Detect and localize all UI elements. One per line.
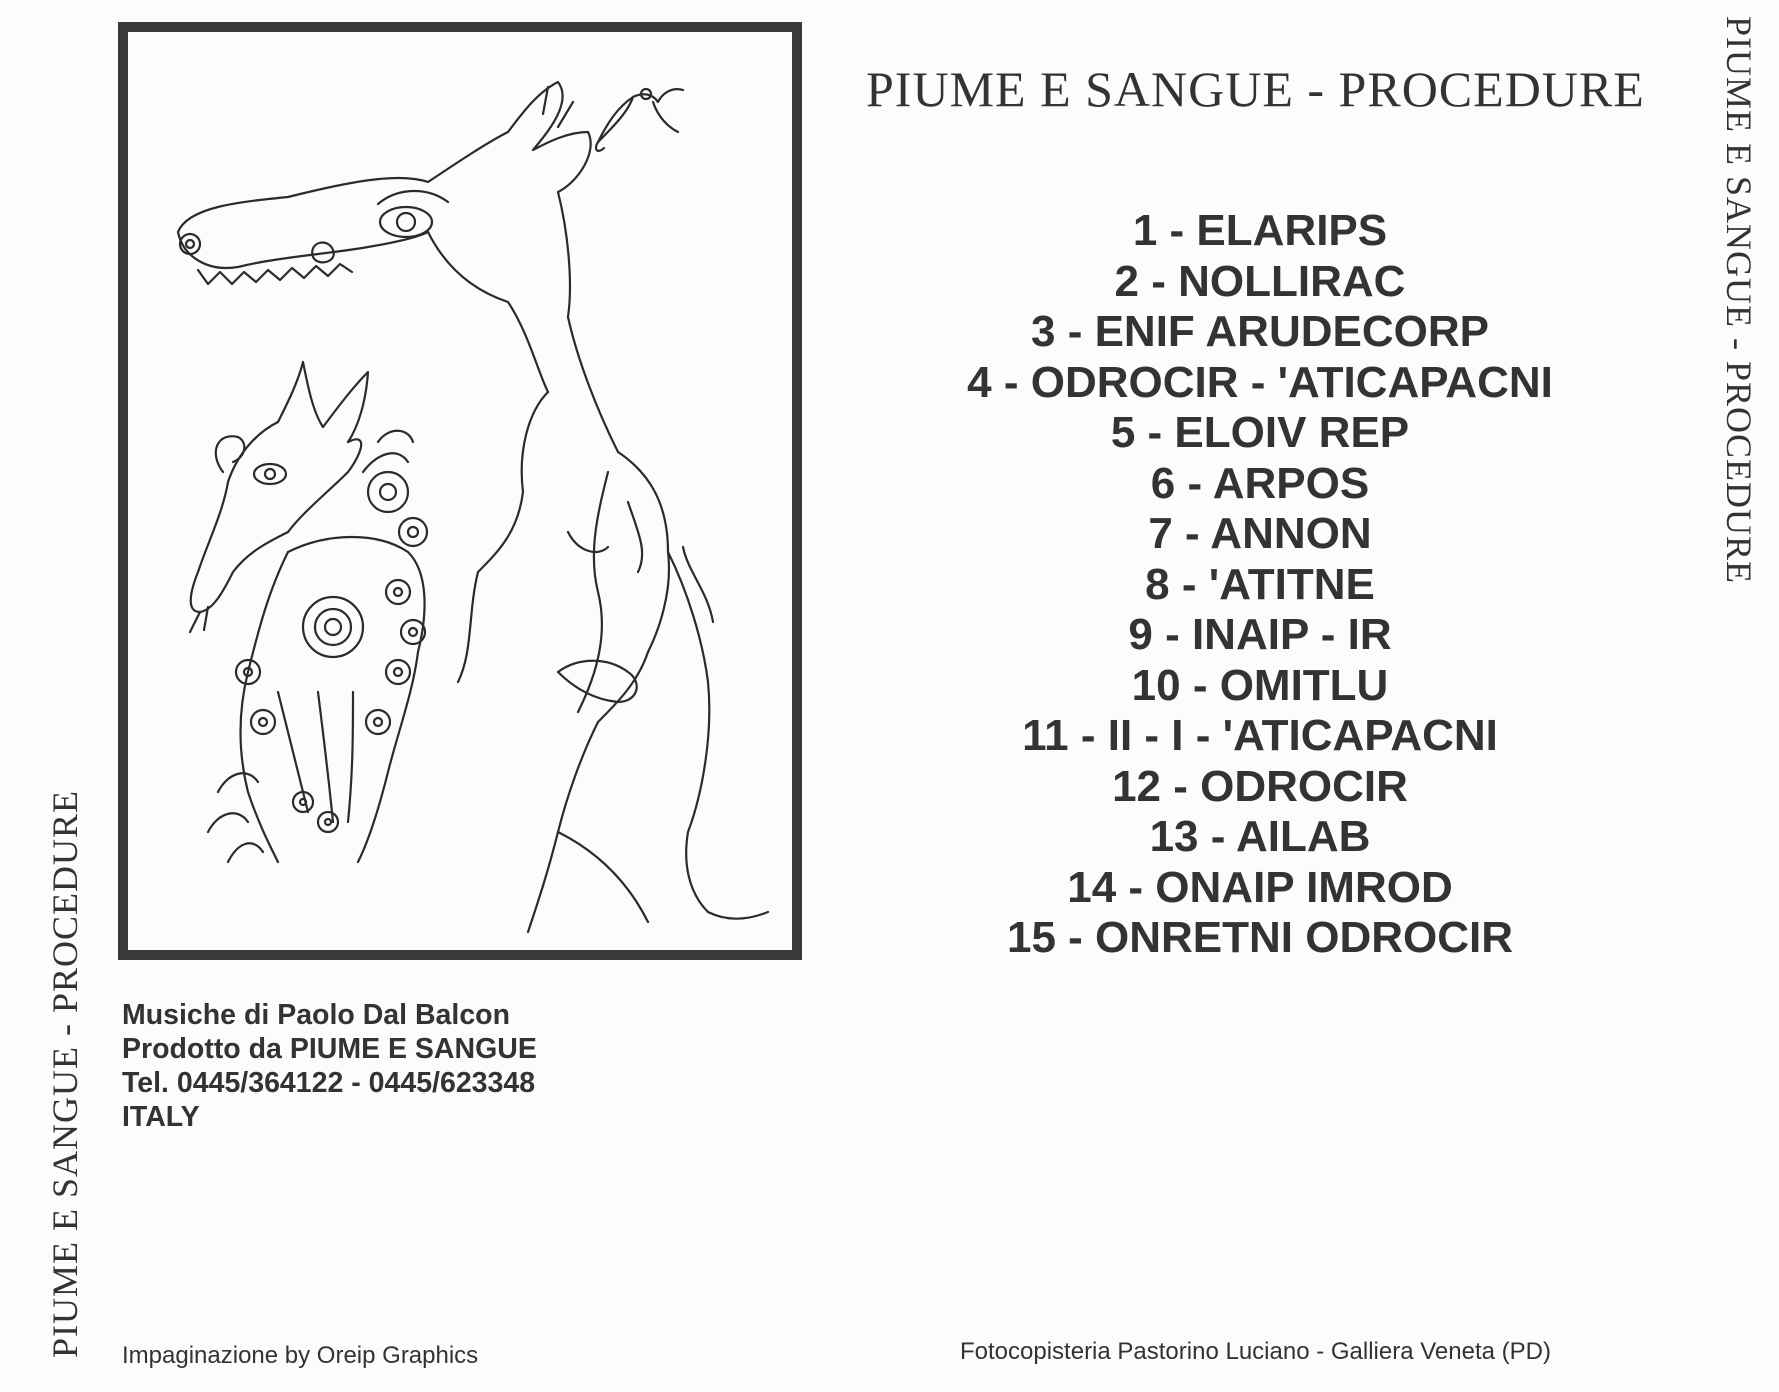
track-item: 8 - 'ATITNE — [1145, 559, 1375, 609]
track-item: 7 - ANNON — [1148, 509, 1372, 558]
track-item: 13 - AILAB — [1149, 812, 1371, 861]
track-item: 10 - OMITLU — [1131, 660, 1389, 710]
ink-drawing-icon — [128, 32, 792, 950]
track-item: 1 - ELARIPS — [1132, 206, 1388, 255]
track-item: 12 - ODROCIR — [1112, 761, 1408, 811]
track-item: 3 - ENIF ARUDECORP — [1031, 307, 1489, 356]
credits-block — [122, 998, 537, 1134]
album-title: PIUME E SANGUE - PROCEDURE — [866, 61, 1645, 117]
spine-text-left: PIUME E SANGUE - PROCEDURE — [45, 789, 85, 1358]
track-item: 11 - II - I - 'ATICAPACNI — [1022, 711, 1498, 760]
footer-print-credit: Fotocopisteria Pastorino Luciano - Galliera Veneta (PD) — [960, 1338, 1551, 1365]
track-item: 14 - ONAIP IMROD — [1067, 862, 1453, 912]
credit-phone: Tel. 0445/364122 - 0445/623348 — [122, 1067, 536, 1099]
track-item: 5 - ELOIV REP — [1110, 408, 1410, 457]
track-item: 15 - ONRETNI ODROCIR — [1006, 913, 1514, 962]
cover-artwork — [118, 22, 802, 960]
track-item: 6 - ARPOS — [1150, 458, 1370, 508]
credit-country: ITALY — [122, 1101, 200, 1133]
tracklist — [900, 206, 1620, 964]
track-item: 2 - NOLLIRAC — [1114, 256, 1406, 306]
credit-music: Musiche di Paolo Dal Balcon — [122, 999, 510, 1031]
spine-text-right: PIUME E SANGUE - PROCEDURE — [1719, 16, 1759, 585]
credit-producer: Prodotto da PIUME E SANGUE — [122, 1033, 537, 1065]
track-item: 9 - INAIP - IR — [1128, 610, 1392, 659]
footer-layout-credit: Impaginazione by Oreip Graphics — [122, 1342, 479, 1369]
track-item: 4 - ODROCIR - 'ATICAPACNI — [967, 357, 1553, 407]
